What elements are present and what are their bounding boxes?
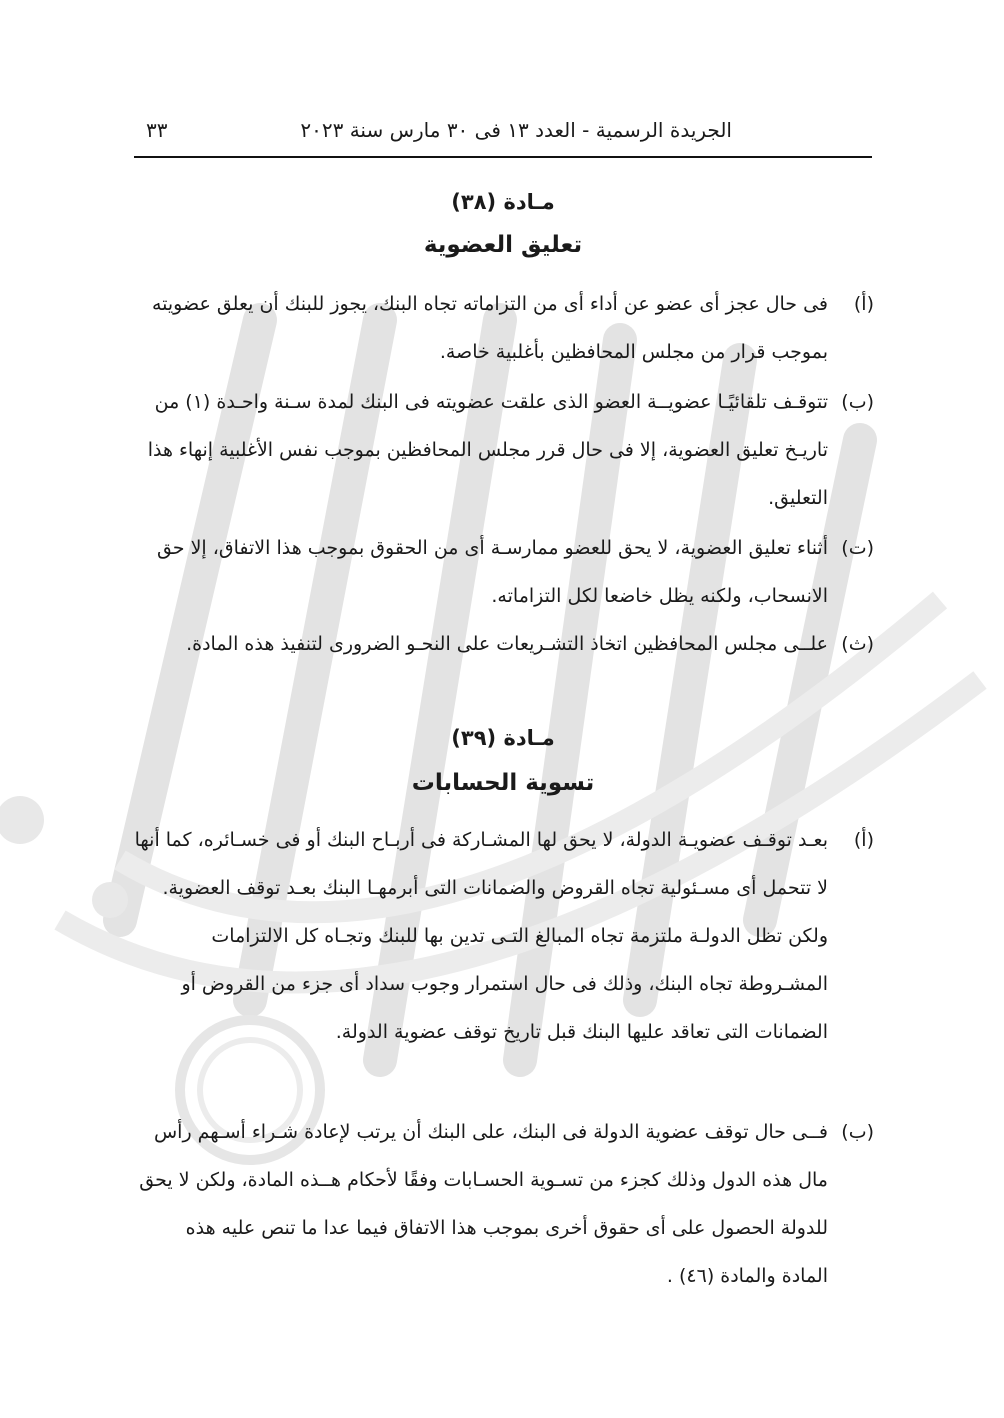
page-header xyxy=(134,112,872,158)
page-number: ٣٣ xyxy=(146,118,168,142)
clause-text: فــى حال توقف عضوية الدولة فى البنك، على البنك أن يرتب لإعادة شـراء أسـهم رأس مال هذه الدول وذلك كجزء من تسـوية الحسـابات وفقًا لأحكام هــذه المادة، ولكن لا يحق للدولة الحصول على أى حقوق أخرى بموجب هذا الاتفاق فيما عدا ما تنص عليه هذه المادة والمادة (٤٦) . xyxy=(139,1121,828,1287)
article-39-clause-a xyxy=(134,816,874,1056)
clause-text: فى حال عجز أى عضو عن أداء أى من التزاماته تجاه البنك، يجوز للبنك أن يعلق عضويته بموجب قرار من مجلس المحافظين بأغلبية خاصة. xyxy=(151,293,828,363)
article-38-clause-t xyxy=(134,524,874,620)
clause-label: (ب) xyxy=(841,1121,874,1143)
article-38-title: تعليق العضوية xyxy=(423,232,583,258)
clause-label: (أ) xyxy=(853,293,874,315)
clause-text: علــى مجلس المحافظين اتخاذ التشـريعات على النحـو الضرورى لتنفيذ هذه المادة. xyxy=(186,633,828,655)
clause-text: بعـد توقـف عضويـة الدولة، لا يحق لها المشـاركة فى أربـاح البنك أو فى خسـائره، كما أنها لا تتحمل أى مسـئولية تجاه القروض والضمانات التى أبرمهـا البنك بعـد توقف العضوية. ولكن تظل الدولـة ملتزمة تجاه المبالغ التـى تدين بها للبنك وتجـاه كل الالتزامات المشـروطة تجاه البنك، وذلك فى حال استمرار وجوب سداد أى جزء من القروض أو الضمانات التى تعاقد عليها البنك قبل تاريخ توقف عضوية الدولة. xyxy=(134,829,828,1043)
article-39-number: مـادة (٣٩) xyxy=(451,726,555,750)
article-38-clause-th xyxy=(134,620,874,668)
clause-text: أثناء تعليق العضوية، لا يحق للعضو ممارسـة أى من الحقوق بموجب هذا الاتفاق، إلا حق الانسحاب، ولكنه يظل خاضعا لكل التزاماته. xyxy=(156,537,828,607)
article-39-clause-b xyxy=(134,1108,874,1300)
article-38-clause-a xyxy=(134,280,874,376)
article-38-clause-b xyxy=(134,378,874,522)
clause-label: (ب) xyxy=(841,391,874,413)
clause-label: (ت) xyxy=(841,537,874,559)
clause-label: (ث) xyxy=(841,633,874,655)
clause-text: تتوقـف تلقائيًـا عضويــة العضو الذى علقت عضويته فى البنك لمدة سـنة واحـدة (١) من تاريـخ تعليق العضوية، إلا فى حال قرر مجلس المحافظين بموجب نفس الأغلبية إنهاء هذا التعليق. xyxy=(147,391,828,509)
clause-label: (أ) xyxy=(853,829,874,851)
article-39-title: تسوية الحسابات xyxy=(411,770,595,796)
gazette-issue-title: الجريدة الرسمية - العدد ١٣ فى ٣٠ مارس سنة ٢٠٢٣ xyxy=(300,118,732,142)
article-38-number: مـادة (٣٨) xyxy=(451,190,555,214)
